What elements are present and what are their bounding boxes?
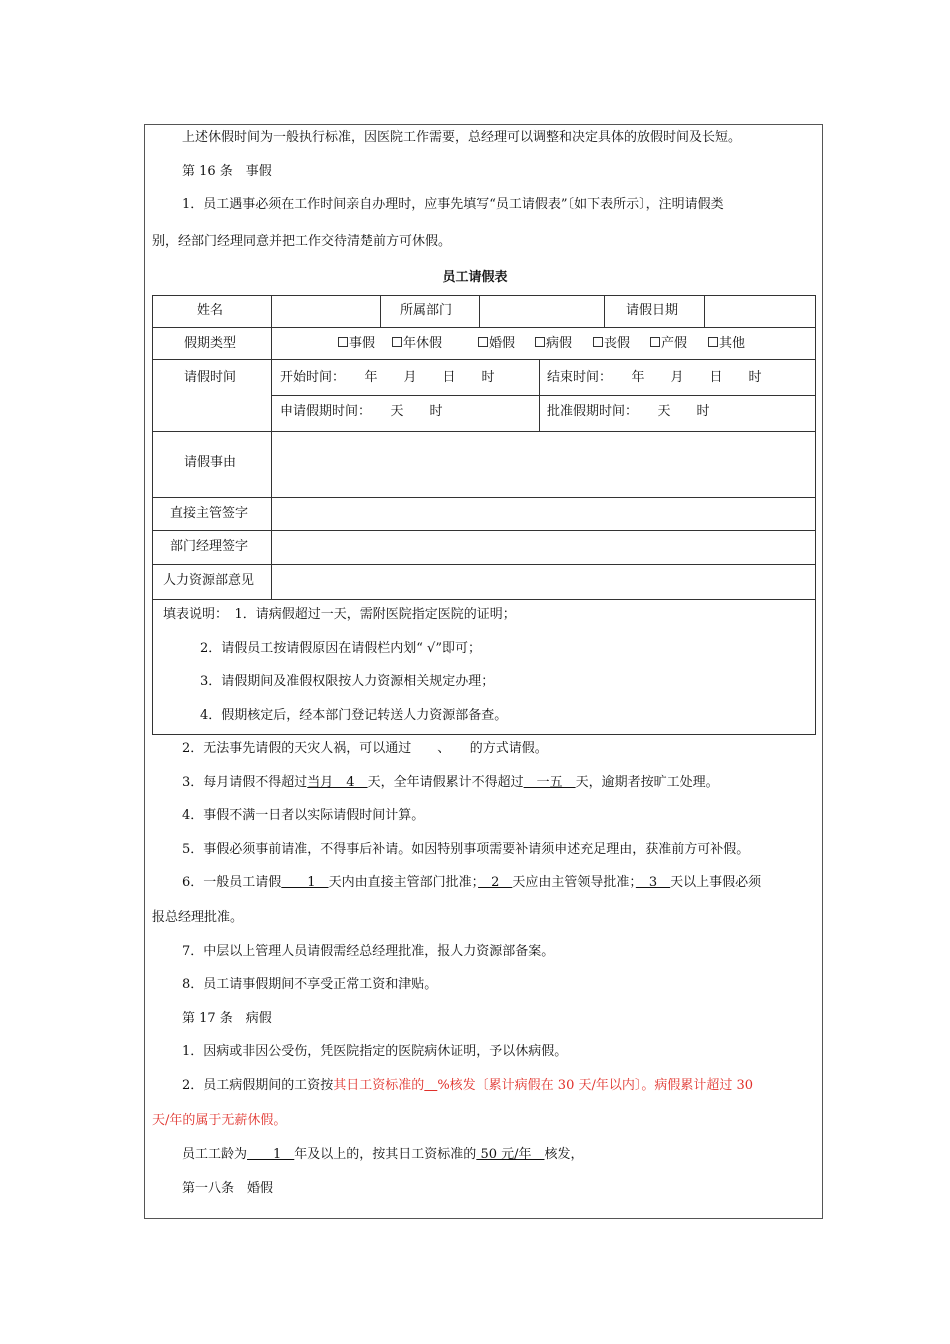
- department-field[interactable]: [483, 298, 601, 324]
- article-16-heading: 第 16 条 事假: [182, 164, 272, 179]
- name-field[interactable]: [281, 298, 377, 324]
- hr-opinion-field[interactable]: [275, 568, 811, 596]
- approved-period-field[interactable]: 批准假期时间： 天 时: [547, 404, 710, 419]
- leave-type-option[interactable]: 事假: [338, 335, 375, 353]
- rule-16-6: 6．一般员工请假 1 天内由直接主管部门批准； 2 天应由主管领导批准； 3 天以上事假必须: [182, 875, 762, 890]
- rule-16-7: 7．中层以上管理人员请假需经总经理批准，报人力资源部备案。: [182, 944, 555, 959]
- reason-label: 请假事由: [184, 455, 237, 470]
- checkbox-icon: [338, 337, 348, 347]
- leave-type-option[interactable]: 年休假: [392, 335, 442, 353]
- article-17-heading: 第 17 条 病假: [182, 1011, 272, 1026]
- leave-type-option[interactable]: 产假: [650, 335, 687, 353]
- leave-type-label: 假期类型: [184, 336, 237, 351]
- manager-signature-label: 部门经理签字: [170, 539, 249, 554]
- rule-16-2: 2．无法事先请假的天灾人祸，可以通过 、 的方式请假。: [182, 741, 548, 756]
- rule-16-8: 8．员工请事假期间不享受正常工资和津贴。: [182, 977, 438, 992]
- leave-time-label: 请假时间: [184, 370, 237, 385]
- leave-type-option[interactable]: 其他: [708, 335, 745, 353]
- rule-16-5: 5．事假必须事前请准，不得事后补请。如因特别事项需要补请须申述充足理由，获准前方可补假。: [182, 842, 750, 857]
- start-time-field[interactable]: 开始时间： 年 月 日 时: [280, 370, 495, 385]
- article-17-para-2: 2．员工病假期间的工资按其日工资标准的 %核发〔累计病假在 30 天/年以内〕。病假累计超过 30: [182, 1078, 754, 1093]
- form-note: 4．假期核定后，经本部门登记转送人力资源部备查。: [200, 708, 508, 723]
- name-label: 姓名: [197, 303, 224, 318]
- form-note: 3．请假期间及准假权限按人力资源相关规定办理；: [200, 674, 495, 689]
- leave-request-form: [152, 295, 816, 735]
- leave-type-option[interactable]: 婚假: [478, 335, 515, 353]
- checkbox-icon: [535, 337, 545, 347]
- reason-field[interactable]: [275, 435, 811, 493]
- checkbox-icon: [392, 337, 402, 347]
- leave-type-option[interactable]: 病假: [535, 335, 572, 353]
- article-16-para-1-cont: 别，经部门经理同意并把工作交待清楚前方可休假。: [152, 234, 452, 249]
- leave-type-option[interactable]: 丧假: [593, 335, 630, 353]
- rule-16-4: 4．事假不满一日者以实际请假时间计算。: [182, 808, 425, 823]
- requested-period-field[interactable]: 申请假期时间： 天 时: [280, 404, 443, 419]
- article-17-para-2-cont: 天/年的属于无薪休假。: [152, 1113, 287, 1128]
- checkbox-icon: [593, 337, 603, 347]
- supervisor-signature-label: 直接主管签字: [170, 506, 249, 521]
- form-note: 填表说明： 1．请病假超过一天，需附医院指定医院的证明；: [163, 607, 516, 622]
- leave-date-field[interactable]: [708, 298, 812, 324]
- form-title: 员工请假表: [442, 270, 508, 285]
- hr-opinion-label: 人力资源部意见: [163, 573, 255, 588]
- rule-16-3: 3．每月请假不得超过当月 4 天，全年请假累计不得超过 一五 天，逾期者按旷工处理。: [182, 775, 719, 790]
- form-note: 2．请假员工按请假原因在请假栏内划“ √”即可；: [200, 641, 481, 656]
- supervisor-signature-field[interactable]: [275, 501, 811, 527]
- intro-text: 上述休假时间为一般执行标准，因医院工作需要，总经理可以调整和决定具体的放假时间及长短。: [182, 130, 742, 145]
- end-time-field[interactable]: 结束时间： 年 月 日 时: [547, 370, 762, 385]
- checkbox-icon: [708, 337, 718, 347]
- department-label: 所属部门: [400, 303, 453, 318]
- checkbox-icon: [650, 337, 660, 347]
- article-18-heading: 第一八条 婚假: [182, 1181, 274, 1196]
- article-16-para-1: 1．员工遇事必须在工作时间亲自办理时，应事先填写“员工请假表”〔如下表所示〕，注明请假类: [182, 197, 724, 212]
- leave-date-label: 请假日期: [626, 303, 679, 318]
- article-17-para-3: 员工工龄为 1 年及以上的，按其日工资标准的 50 元/年 核发，: [182, 1147, 584, 1162]
- checkbox-icon: [478, 337, 488, 347]
- manager-signature-field[interactable]: [275, 534, 811, 560]
- rule-16-6-cont: 报总经理批准。: [152, 910, 244, 925]
- article-17-para-1: 1．因病或非因公受伤，凭医院指定的医院病休证明，予以休病假。: [182, 1044, 568, 1059]
